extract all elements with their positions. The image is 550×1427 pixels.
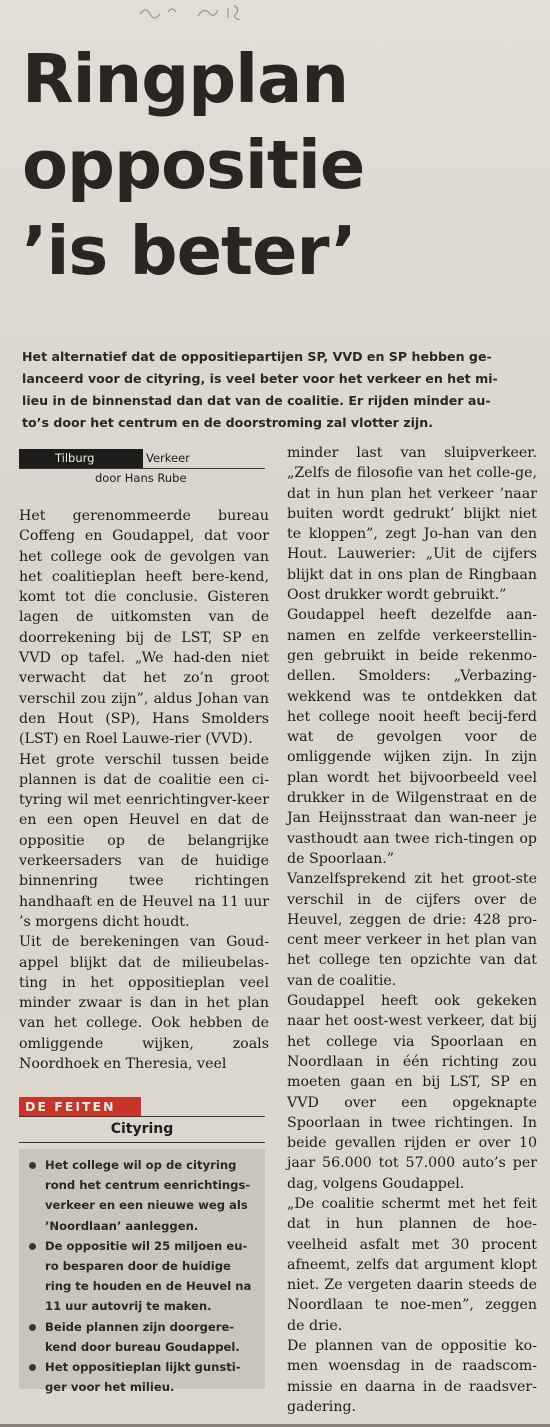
facts-item [25,1155,259,1236]
facts-item-text: Het oppositieplan lijkt gunsti-ger voor het milieu. [45,1360,241,1395]
facts-item [25,1357,259,1397]
author-line: door Hans Rube [95,471,187,485]
article-column-left [19,506,269,1074]
rubric-label: Verkeer [146,451,190,465]
byline [19,449,265,487]
article-paragraph: „De coalitie schermt met het feit dat in hun plannen de hoe-veelheid asfalt met 30 procent afneemt, zelfs dat argument klopt niet. Ze vergeten daarin steeds de Noordlaan te noe-men”, zeggen de drie. [287,1195,537,1334]
article-paragraph: Vanzelfsprekend zit het groot-ste verschil in de cijfers over de Heuvel, zeggen de drie: 428 pro-cent meer verkeer in het plan van het college ten opzichte van dat van de coalitie. [287,871,537,989]
facts-item-text: Beide plannen zijn doorgere-kend door bureau Goudappel. [45,1319,240,1354]
lead-paragraph [22,346,530,434]
facts-item-text: De oppositie wil 25 miljoen eu-ro besparen door de huidige ring te houden en de Heuvel na 11 uur autovrij te maken. [45,1238,252,1314]
facts-box [19,1097,265,1397]
bullet-icon [29,1243,36,1250]
lead-line-2: lanceerd voor de cityring, is veel beter voor het verkeer en het mi- [22,371,498,386]
bullet-icon [29,1162,36,1169]
facts-item-text: Het college wil op de cityring rond het centrum eenrichtings-verkeer en een nieuwe weg als ’Noordlaan’ aanleggen. [45,1158,251,1233]
facts-item [25,1236,259,1317]
headline-line-3: ’is beter’ [22,212,356,290]
headline-line-1: Ringplan [22,40,349,118]
article-paragraph: minder last van sluipverkeer. „Zelfs de filosofie van het colle-ge, dat in hun plan het verkeer ’naar buiten wordt gedrukt’ blijkt niet te kloppen”, zegt Jo-han van den Hout. Lauwerier: „Uit de cijfers blijkt dat in ons plan de Ringbaan Oost drukker wordt gebruikt.” [287,445,537,604]
facts-tag: DE FEITEN [19,1097,141,1116]
facts-list-panel [19,1149,265,1395]
headline [22,36,527,294]
article-paragraph: Uit de berekeningen van Goud-appel blijkt dat de milieubelas-ting in het oppositieplan veel minder zwaar is dan in het plan van het college. Ook hebben de omliggende wijken, zoals Noordhoek en Theresia, veel [19,934,269,1073]
headline-line-2: oppositie [22,126,365,204]
divider [19,1142,265,1143]
divider [19,468,265,469]
location-label: Tilburg [19,449,143,468]
facts-title: Cityring [110,1121,174,1137]
bullet-icon [29,1324,36,1331]
facts-item [25,1317,259,1357]
bullet-icon [29,1364,36,1371]
article-paragraph: Goudappel heeft ook gekeken naar het oost-west verkeer, dat bij het college via Spoorlaan en Noordlaan in één richting zou moeten gaan en bij LST, SP en VVD over een opgeknapte Spoorlaan in twee richtingen. In beide gevallen rijden er over 10 jaar 56.000 tot 57.000 auto’s per dag, volgens Goudappel. [287,993,537,1192]
article-paragraph: Goudappel heeft dezelfde aan-namen en zelfde verkeerstellin-gen gebruikt in beide rekenmo-dellen. Smolders: „Verbazing-wekkend was te ontdekken dat het college nooit heeft becij-ferd wat de gevolgen voor de omliggende wijken zijn. In zijn plan wordt het bijvoorbeeld veel drukker in de Wilgenstraat en de Jan Heijnsstraat dan wan-neer je vasthoudt aan twee rich-tingen op de Spoorlaan.” [287,607,537,867]
lead-line-3: lieu in de binnenstad dan dat van de coalitie. Er rijden minder au- [22,393,491,408]
article-paragraph: De plannen van de oppositie ko-men woensdag in de raadscom-missie en daarna in de raadsver-gadering. [287,1338,537,1415]
facts-list [19,1149,265,1397]
lead-line-4: to’s door het centrum en de doorstroming zal vlotter zijn. [22,415,433,430]
lead-line-1: Het alternatief dat de oppositiepartijen SP, VVD en SP hebben ge- [22,349,492,364]
handwritten-scribble [138,2,258,20]
article-column-right [287,443,537,1417]
article-paragraph: Het gerenommeerde bureau Coffeng en Goudappel, dat voor het college ook de gevolgen van het coalitieplan heeft bere-kend, komt tot die conclusie. Gisteren lagen de uitkomsten van de doorrekening bij de LST, SP en VVD op tafel. „We had-den niet verwacht dat het zo’n groot verschil zou zijn”, aldus Johan van den Hout (SP), Hans Smolders (LST) en Roel Lauwe-rier (VVD). [19,508,269,748]
article-paragraph: Het grote verschil tussen beide plannen is dat de coalitie een ci-tyring wil met eenrichtingver-keer en een open Heuvel en dat de oppositie op de belangrijke verkeersaders van de huidige binnenring twee richtingen handhaaft en de Heuvel na 11 uur ’s morgens dicht houdt. [19,751,269,930]
